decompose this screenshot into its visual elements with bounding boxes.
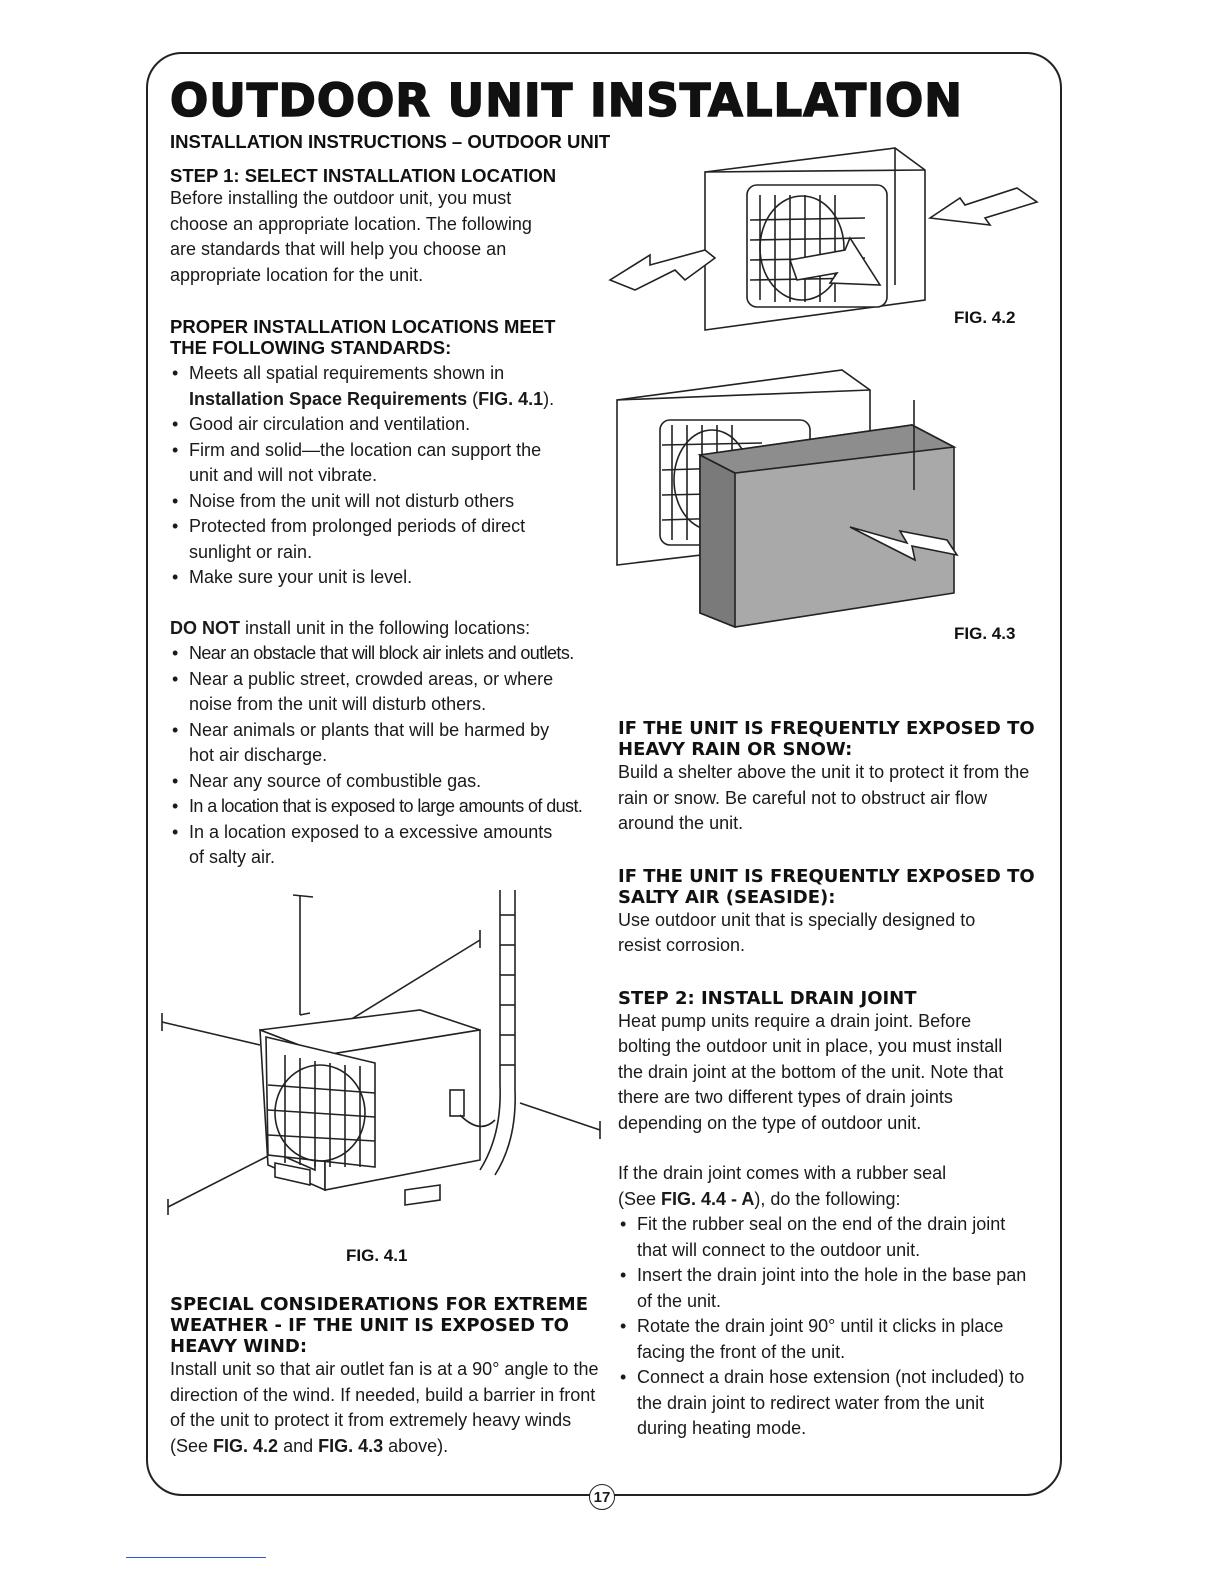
list-item: • Connect a drain hose extension (not included) to the drain joint to redirect water from the unit during heating mode. (618, 1365, 1028, 1442)
left-column-top (170, 131, 620, 871)
list-item: • Fit the rubber seal on the end of the drain joint that will connect to the outdoor unit. (618, 1212, 1028, 1263)
list-item: • In a location exposed to a excessive amounts of salty air. (170, 820, 569, 871)
salt-heading: IF THE UNIT IS FREQUENTLY EXPOSED TO SALTY AIR (SEASIDE): (618, 865, 1035, 908)
list-item: • Firm and solid—the location can support the unit and will not vibrate. (170, 438, 570, 489)
list-item: • In a location that is exposed to large amounts of dust. (170, 794, 615, 820)
step1-heading: STEP 1: SELECT INSTALLATION LOCATION (170, 165, 557, 186)
fig-4-3-caption: FIG. 4.3 (954, 624, 1016, 643)
list-item: • Make sure your unit is level. (170, 565, 570, 591)
special-heading: SPECIAL CONSIDERATIONS FOR EXTREME WEATHER - IF THE UNIT IS EXPOSED TO HEAVY WIND: (170, 1294, 589, 1357)
fig-4-3-wind-barrier (612, 365, 962, 635)
proper-list (170, 361, 570, 591)
section-heading: INSTALLATION INSTRUCTIONS – OUTDOOR UNIT (170, 131, 611, 152)
fig-4-1-outdoor-unit-clearance (150, 885, 610, 1225)
list-item: • Protected from prolonged periods of direct sunlight or rain. (170, 514, 570, 565)
list-item: • Meets all spatial requirements shown in Installation Space Requirements (FIG. 4.1). (170, 361, 570, 412)
list-item: • Insert the drain joint into the hole in the base pan of the unit. (618, 1263, 1028, 1314)
step2-heading: STEP 2: INSTALL DRAIN JOINT (618, 987, 917, 1009)
step1-text: Before installing the outdoor unit, you must choose an appropriate location. The following are standards that will help you choose an appropriate location for the unit. (170, 188, 532, 285)
list-item: • Good air circulation and ventilation. (170, 412, 570, 438)
rain-heading: IF THE UNIT IS FREQUENTLY EXPOSED TO HEAVY RAIN OR SNOW: (618, 718, 1035, 760)
seal-intro: If the drain joint comes with a rubber seal (See FIG. 4.4 - A), do the following: (618, 1163, 947, 1209)
left-column-bottom (170, 1294, 610, 1459)
fig-4-1-caption: FIG. 4.1 (346, 1246, 408, 1265)
fig-4-2-caption: FIG. 4.2 (954, 308, 1016, 327)
divider-line (126, 1557, 266, 1558)
list-item: • Noise from the unit will not disturb others (170, 489, 570, 515)
proper-heading: PROPER INSTALLATION LOCATIONS MEET THE FOLLOWING STANDARDS: (170, 316, 556, 358)
salt-text: Use outdoor unit that is specially designed to resist corrosion. (618, 909, 976, 955)
page-title: OUTDOOR UNIT INSTALLATION (170, 74, 963, 127)
donot-intro: DO NOT install unit in the following locations: (170, 617, 531, 638)
list-item: • Near any source of combustible gas. (170, 769, 615, 795)
seal-list (618, 1212, 1028, 1442)
page-number: 17 (589, 1484, 615, 1510)
step2-text: Heat pump units require a drain joint. Before bolting the outdoor unit in place, you must install the drain joint at the bottom of the unit. Note that there are two different types of drain joints depending on the type of outdoor unit. (618, 1010, 1004, 1133)
list-item: • Rotate the drain joint 90° until it clicks in place facing the front of the unit. (618, 1314, 1028, 1365)
list-item: • Near an obstacle that will block air inlets and outlets. (170, 641, 615, 667)
special-text: Install unit so that air outlet fan is at a 90° angle to the direction of the wind. If needed, build a barrier in front of the unit to protect it from extremely heavy winds (See FIG. 4.2 and FIG. 4.3 above). (170, 1359, 599, 1456)
right-column (618, 718, 1043, 1442)
rain-text: Build a shelter above the unit it to protect it from the rain or snow. Be careful not to obstruct air flow around the unit. (618, 762, 1030, 833)
list-item: • Near a public street, crowded areas, or where noise from the unit will disturb others. (170, 667, 569, 718)
donot-list (170, 641, 615, 871)
list-item: • Near animals or plants that will be harmed by hot air discharge. (170, 718, 569, 769)
